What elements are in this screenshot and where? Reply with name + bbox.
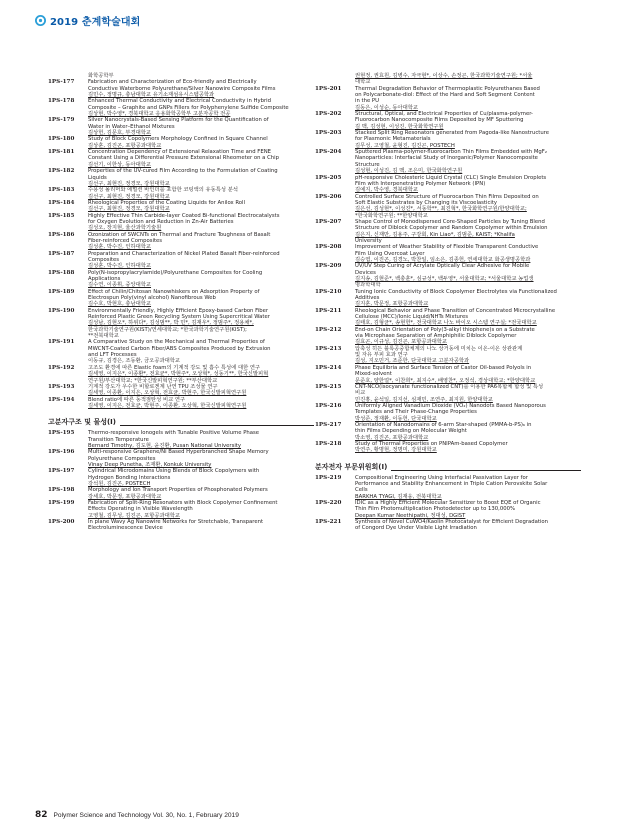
poster-authors: 김성현, 이성진, 김 맥, 조은미, 한국화학연구원: [355, 168, 463, 175]
poster-text-line: University: [355, 237, 382, 244]
poster-text-line: Effects Operating in Visible Wavelength: [88, 506, 193, 513]
section-rule: [391, 470, 581, 471]
poster-authors: 박성준, 정재환, 이동헌, 단국대학교: [355, 415, 437, 422]
poster-text-line: 고조도 환경에 따른 Elastic foam의 기계적 강도 및 흡수 특성에 대한 연구: [88, 364, 261, 371]
poster-text-line: MWCNT-Coated Carbon Fiber/ABS Composites Produced by Extrusion: [88, 345, 271, 352]
poster-text-line: Preparation and Characterization of Nickel Plated Basalt Fiber-reinforced: [88, 250, 280, 257]
poster-text-line: Tuning Ionic Conductivity of Block Copolymer Electrolytes via Functionalized: [355, 288, 557, 295]
poster-details: [355, 111, 581, 130]
poster-authors: 김승엽, 이진곤, 김경노, 박찬일, 임소은, 김종헌, 연세대학교 화공생명공학과: [355, 256, 531, 263]
poster-entry: [315, 403, 581, 422]
poster-text-line: 한국과학기술연구원(KIST)/연세대학교; *한국과학기술연구원(KIST);: [88, 326, 247, 333]
poster-entry: [48, 468, 314, 487]
poster-authors: 김성훈, 박수진, 인하대학교: [88, 263, 152, 270]
poster-text-line: Structure of Diblock Copolymer and Random Copolymer within Emulsion: [355, 225, 548, 232]
poster-entry: [315, 244, 581, 263]
poster-text-line: pH-responsive Cholesteric Liquid Crystal (CLC) Single Emulsion Droplets: [355, 174, 547, 181]
poster-details: [88, 487, 314, 500]
poster-code: 1PS-218: [315, 440, 342, 447]
poster-text-line: Transition Temperature: [88, 436, 149, 443]
poster-code: 1PS-189: [48, 288, 75, 295]
poster-entry: [315, 327, 581, 346]
poster-entry: [315, 365, 581, 384]
poster-code: 1PS-179: [48, 117, 75, 124]
poster-code: 1PS-185: [48, 212, 75, 219]
poster-text-line: Thin Film Photomultiplication Photodetector up to 130,000%: [355, 506, 515, 513]
poster-entry: [315, 441, 581, 454]
poster-authors: 김수연, 이종휘, 중앙대학교: [88, 282, 152, 289]
poster-code: 1PS-206: [315, 193, 342, 200]
poster-code: 1PS-187: [48, 250, 75, 257]
poster-text-line: Composites: [88, 256, 120, 263]
poster-code: 1PS-215: [315, 383, 342, 390]
poster-entry: [315, 86, 581, 111]
poster-authors: 김지송, 김현준*, 백충훈*, 심규성*, 백두영*, 서울대학교; *서울대학교 농업생: [355, 276, 534, 282]
poster-entry: [315, 149, 581, 174]
poster-text-line: 압축성 히든 블록공중합체계의 나노 상거동에 미치는 이온-이온 상관관계: [355, 345, 523, 352]
page-footer: [35, 810, 239, 820]
poster-text-line: Phase Equilibria and Surface Tension of Castor Oil-based Polyols in: [355, 364, 532, 371]
poster-entry: [315, 194, 581, 219]
poster-details: [355, 441, 581, 454]
poster-details: [88, 308, 314, 340]
poster-authors: 박연주, 황명현, 정명미, 강원대학교: [355, 447, 437, 454]
poster-details: [88, 384, 314, 397]
poster-text-line: Rheological Behavior and Phase Transition of Concentrated Microcrystalline: [355, 307, 556, 314]
poster-authors: 김수호, 박현호, 충남대학교: [88, 301, 152, 308]
poster-details: [88, 468, 314, 487]
poster-text-line: Shape Control of Monodispersed Core-Shaped Particles by Tuning Blend: [355, 218, 545, 225]
poster-text-line: Electrospun Poly(vinyl alcohol) Nanofibrous Web: [88, 295, 216, 302]
poster-entry: [315, 422, 581, 441]
poster-code: 1PS-181: [48, 149, 75, 156]
poster-code: 1PS-183: [48, 187, 75, 194]
poster-authors: 김성남, 김현오*, 하위다*, 김성범**, 박 민*, 김재우*, 정범주*, 정용채*,: [88, 320, 254, 327]
poster-text-line: Properties of the UV-cured Film According to the Formulation of Coating: [88, 168, 278, 175]
poster-authors: 김은지, 신재만, 김용주, 구강회, Kin Liao*, 김범준, KAIST; *Khalifa: [355, 231, 515, 238]
poster-text-line: Cellulose (MCC)/Ionic Liquid/NHTs Mixtures: [355, 314, 468, 321]
poster-authors: 김동은, 이성순, 동아대학교: [355, 104, 419, 111]
poster-text-line: thin Films Depending on Molecular Weight: [355, 428, 467, 435]
poster-text-line: Templates and Their Phase-Change Properties: [355, 409, 477, 416]
poster-text-line: UV/UV Step Curing of Acrylate Optically Clear Adhesive for Mobile: [355, 263, 530, 270]
journal-citation: Polymer Science and Technology Vol. 30, No. 1, February 2019: [53, 812, 239, 819]
poster-text-line: in the PU: [355, 98, 379, 105]
poster-details: [355, 422, 581, 441]
poster-text-line: *한국화학연구원; **한양대학교: [355, 212, 428, 219]
poster-text-line: for Oxygen Evolution and Reduction in Zn-Air Batteries: [88, 218, 234, 225]
poster-entry: [48, 136, 314, 149]
poster-authors: 김세영, 이지은, 전효균, 박현주, 이종환, 오상혁, 한국신발피혁연구원: [88, 402, 247, 409]
poster-code: 1PS-196: [48, 449, 75, 456]
poster-entry: [48, 449, 314, 468]
poster-authors: 김무성, 고영철, 윤형진, 김진곤, POSTECH: [355, 142, 455, 149]
poster-text-line: Poly(N-isopropylacrylamide)/Polyurethane Composites for Cooling: [88, 269, 263, 276]
poster-text-line: Fabrication of Split-Ring Resonators with Block Copolymer Confinement: [88, 500, 278, 506]
poster-text-line: In plane Wavy Ag Nanowire Networks for Stretchable, Transparent: [88, 519, 264, 526]
poster-details: [355, 149, 581, 174]
poster-entry: [315, 219, 581, 244]
poster-authors: 고영철, 김무성, 김진곤, 포항공과대학교: [88, 512, 180, 519]
poster-entry: [315, 346, 581, 365]
poster-text-line: Sputtered Plasma-polymer-fluorocarbon Thin Films Embedded with MgF₂: [355, 149, 547, 156]
poster-text-line: End-on Chain Orientation of Poly(3-alkyl thiophene)s on a Substrate: [355, 326, 535, 333]
poster-details: [355, 289, 581, 308]
poster-entry: [315, 519, 581, 532]
poster-details: [88, 519, 314, 532]
poster-code: 1PS-182: [48, 168, 75, 175]
poster-details: [88, 430, 314, 449]
poster-authors: 김성, 지오민거, 조준한, 단국대학교 고분자공학과: [355, 358, 470, 365]
poster-authors: 김태호, 김형균*, 송현헌*, 전국대학교 나노 바이오 시스템 연구실; *전국대학교: [355, 320, 537, 327]
poster-entry: [48, 487, 314, 500]
poster-details: [355, 365, 581, 384]
poster-text-line: Conductive Waterborne Polyurethane/Silver Nanowire Composite Films: [88, 85, 276, 92]
poster-entry: [48, 117, 314, 136]
poster-text-line: Film with Interpenetrating Polymer Network (IPN): [355, 180, 486, 187]
poster-text-line: Thermal Degradation Behavior of Thermoplastic Polyurethanes Based: [355, 85, 540, 92]
poster-code: 1PS-201: [315, 85, 342, 92]
right-column: [315, 73, 581, 532]
poster-text-line: Constant Using a Differential Pressure Extensional Rheometer on a Chip: [88, 155, 279, 162]
poster-code: 1PS-219: [315, 474, 342, 481]
poster-entry: [48, 149, 314, 168]
section-title: 분자전자 부문위원회(I): [315, 462, 388, 471]
poster-entry: [315, 263, 581, 288]
poster-code: 1PS-191: [48, 339, 75, 346]
poster-entry: [315, 130, 581, 149]
poster-entry: [48, 187, 314, 200]
poster-authors: 김상현, 박수영*, 경북대학교 응용화학공학부 고분자공학 전공: [88, 111, 231, 118]
poster-code: 1PS-209: [315, 263, 342, 270]
poster-details: [355, 175, 581, 194]
poster-entry: [48, 200, 314, 213]
poster-text-line: Water in Water–Ethanol Mixtures: [88, 123, 175, 130]
page-number: 82: [35, 810, 48, 820]
poster-text-line: Hydrogen Bonding Interactions: [88, 474, 171, 481]
poster-text-line: 기계적 강도가 우수한 비할로겐계 난연 TPU 조성물 연구: [88, 383, 218, 390]
poster-text-line: Multi-responsive Graphene/Ni Based Hyperbranched Shape Memory: [88, 449, 269, 456]
poster-code: [315, 73, 355, 86]
poster-code: 1PS-200: [48, 519, 75, 526]
poster-authors: 김선구, 최현진, 정경모, 강원대학교: [88, 180, 170, 187]
poster-text-line: Concentration Dependency of Extensional Relaxation Time and FENE: [88, 149, 272, 156]
poster-details: [88, 136, 314, 149]
poster-authors: 김세영, 이지은*, 이종환*, 전효균*, 박현주*, 오상혁*, 성동기**, 한국신발피혁: [88, 371, 269, 378]
poster-code: 1PS-216: [315, 402, 342, 409]
poster-code: 1PS-193: [48, 383, 75, 390]
poster-text-line: Nanoparticles: Interfacial Study of Inorganic/Polymer Nanocomposite: [355, 155, 538, 162]
poster-details: [88, 232, 314, 251]
poster-details: [88, 168, 314, 187]
poster-text-line: via Microphase Separation of Amphiphilic Diblock Copolymer: [355, 333, 517, 340]
poster-entry: [315, 500, 581, 519]
poster-text-line: Mixed-solvent: [355, 371, 392, 378]
poster-text-line: Soft Elastic Substrates by Changing its Viscoelasticity: [355, 199, 498, 206]
poster-code: 1PS-217: [315, 421, 342, 428]
poster-entry: [48, 365, 314, 384]
poster-code: 1PS-190: [48, 307, 75, 314]
poster-text-line: Morphology and Ion Transport Properties of Phosphonated Polymers: [88, 487, 268, 494]
poster-details: [355, 346, 581, 365]
poster-entry: [48, 500, 314, 519]
poster-code: 1PS-220: [315, 500, 342, 506]
poster-details: [88, 213, 314, 232]
poster-entry: [48, 384, 314, 397]
poster-entry: [315, 475, 581, 500]
poster-text-line: Uniformly Aligned Vanadium Dioxide (VO₂) Nanodots Based Nanoporous: [355, 402, 546, 409]
poster-entry: [315, 308, 581, 327]
poster-entry: [48, 430, 314, 449]
poster-code: 1PS-186: [48, 231, 75, 238]
poster-code: 1PS-211: [315, 307, 342, 314]
poster-code: 1PS-204: [315, 149, 342, 156]
poster-authors: BARKHA TYAGI, 김재웅, 전북대학교: [355, 493, 442, 500]
poster-authors: 민진홍, 윤석일, 김지선, 심재민, 조연주, 최지원, 한양대학교: [355, 396, 493, 403]
poster-text-line: Structure: [355, 161, 380, 168]
poster-text-line: Enhanced Thermal Conductivity and Electrical Conductivity in Hybrid: [88, 98, 272, 105]
poster-details: [355, 403, 581, 422]
poster-code: 1PS-203: [315, 130, 342, 137]
poster-authors: Vinay Deep Punetha, 조재환, Konkuk University: [88, 461, 212, 468]
poster-text-line: Fluorocarbon Nanocomposite Films Deposited by MF Sputtering: [355, 117, 524, 124]
poster-text-line: 명과학대학: [355, 282, 381, 289]
poster-text-line: Silver Nanocrystals-Based Sensing Platform for the Quantification of: [88, 117, 269, 124]
poster-authors: 강석원, 김진곤, POSTECH: [88, 480, 151, 487]
poster-authors: 김효곤, 이규성, 김진곤, 포항공과대학교: [355, 339, 447, 346]
poster-code: 1PS-195: [48, 430, 75, 437]
poster-text-line: 및 자유 부피 효과 연구: [355, 352, 408, 359]
header-title: 2019 춘계학술대회: [50, 16, 141, 28]
poster-authors: 김 맥, 김성현, 이성진, 한국화학연구원: [355, 123, 444, 130]
poster-code: 1PS-208: [315, 244, 342, 251]
poster-text-line: Effect of Chilin/Chitosan Nanowhiskers on Adsorption Property of: [88, 288, 260, 295]
poster-code: 1PS-202: [315, 111, 342, 118]
poster-authors: 김상훈, 김진곤, 포항공과대학교: [88, 142, 162, 149]
poster-text-line: Film Using Overcoat Layer: [355, 250, 425, 257]
poster-text-line: 비교: [355, 390, 366, 397]
poster-entry: [48, 98, 314, 117]
poster-entry: [48, 270, 314, 289]
poster-entry: [315, 73, 581, 86]
poster-text-line: 연구원/부산대학교; *한국신발피혁연구원; **부산대학교: [88, 377, 218, 384]
poster-authors: 김은선, 김성현*, 이성진*, 서동학**, 최진혁*, 한국화학연구원/한양대학교;: [355, 206, 527, 213]
poster-entry: [315, 111, 581, 130]
poster-text-line: Devices: [355, 269, 376, 276]
poster-text-line: 화학공학부: [88, 73, 114, 79]
poster-text-line: Rheological Properties of the Coating Liquids for Anilox Roll: [88, 199, 245, 206]
poster-text-line: Cells: [355, 487, 368, 494]
poster-code: 1PS-197: [48, 468, 75, 475]
poster-text-line: Fiber-reinforced Composites: [88, 237, 163, 244]
section-heading: [315, 462, 581, 472]
poster-code: 1PS-177: [48, 79, 75, 86]
poster-details: [355, 130, 581, 149]
poster-details: [355, 384, 581, 403]
poster-details: [355, 519, 581, 532]
poster-details: [355, 308, 581, 327]
poster-text-line: Ozonization of SWCNTs on Thermal and Fracture Toughness of Basalt: [88, 231, 271, 238]
poster-code: 1PS-205: [315, 174, 342, 181]
left-column: [48, 73, 314, 532]
poster-authors: 김선구, 최현진, 정경모, 강원대학교: [88, 206, 170, 213]
poster-entry: [315, 289, 581, 308]
poster-entry: [48, 232, 314, 251]
poster-details: [88, 397, 314, 410]
poster-text-line: Blend ratio에 따른 동적점탄성 비교 연구: [88, 396, 186, 403]
poster-details: [88, 200, 314, 213]
poster-text-line: Controlled Surface Structure of Fluorocarbon Thin Films Deposited on: [355, 193, 539, 200]
poster-text-line: Highly Effective Thin Carbide-layer Coated Bi-functional Electrocatalysts: [88, 212, 280, 219]
poster-text-line: 대학교: [355, 79, 371, 86]
poster-code: 1PS-199: [48, 500, 75, 506]
poster-text-line: Structural, Optical, and Electrical Properties of Cu/plasma-polymer-: [355, 111, 533, 118]
poster-details: [355, 244, 581, 263]
poster-entry: [48, 251, 314, 270]
section-title: 고분자구조 및 물성(I): [48, 418, 116, 427]
poster-details: [88, 449, 314, 468]
poster-code: 1PS-221: [315, 519, 342, 526]
poster-details: [88, 117, 314, 136]
poster-text-line: and LFT Processes: [88, 352, 137, 359]
poster-details: [355, 263, 581, 288]
poster-details: [355, 73, 581, 86]
poster-authors: 김세영, 이종환, 이지은, 오상혁, 전효균, 박현주, 한국신발피혁연구원: [88, 390, 247, 397]
poster-text-line: Performance and Stability Enhancement in Triple Cation Perovskite Solar: [355, 480, 548, 487]
poster-code: 1PS-210: [315, 288, 342, 295]
poster-code: 1PS-194: [48, 396, 75, 403]
poster-authors: Deepan Kumar Neethipathi, 정대성, DGIST: [355, 512, 466, 519]
poster-text-line: Reinforced Plastic Green Recycling System Using Supercritical Water: [88, 314, 270, 321]
poster-details: [88, 79, 314, 98]
poster-entry: [315, 175, 581, 194]
poster-text-line: Thermo-responsive Ionogels with Tunable Positive Volume Phase: [88, 430, 260, 437]
poster-text-line: Polyurethane Composites: [88, 455, 156, 462]
poster-entry: [48, 79, 314, 98]
poster-text-line: Fabrication and Characterization of Eco-friendly and Electrically: [88, 79, 257, 86]
poster-authors: 김선기, 이한상, 동아대학교: [88, 161, 152, 168]
poster-authors: Bernard Timothy, 김도현, 윤진환, Pusan National University: [88, 442, 242, 449]
poster-code: 1PS-184: [48, 199, 75, 206]
poster-entry: [315, 384, 581, 403]
poster-authors: 문준호, 양한얼*, 이찬희*, 최지수*, 배영찬*, 오정석, 경상대학교; *한양대학교: [355, 377, 536, 384]
poster-details: [355, 86, 581, 111]
poster-text-line: Liquids: [88, 174, 107, 181]
poster-details: [88, 187, 314, 200]
poster-authors: 권현정, 권효원, 김병수, 자극현*, 이상수, 손정곤, 한국과학기술연구원; *서울: [355, 73, 533, 79]
poster-text-line: Electroluminescence Device: [88, 525, 163, 532]
poster-text-line: of Congord Dye Under Visible Light Irradiation: [355, 525, 477, 532]
poster-code: 1PS-178: [48, 98, 75, 105]
poster-code: 1PS-188: [48, 269, 75, 276]
poster-text-line: for Plasmonic Metamaterials: [355, 136, 431, 143]
poster-text-line: Synthesis of Novel CuWO4/Kaolin Photocatalyst for Efficient Degradation: [355, 519, 549, 526]
poster-code: 1PS-180: [48, 136, 75, 143]
poster-authors: 김성오, 장지현, 울산과학기술원: [88, 225, 162, 232]
page-header: [35, 12, 140, 28]
poster-code: 1PS-198: [48, 487, 75, 494]
poster-text-line: Study of Thermal Properties on PNIPAm-based Copolymer: [355, 440, 508, 447]
poster-text-line: Composite – Graphite and GNPs Fillers for Polyphenylene Sulfide Composite: [88, 104, 289, 111]
poster-text-line: on Polycarbonate-diol: Effect of the Hard and Soft Segment Content: [355, 92, 535, 99]
poster-code: 1PS-207: [315, 218, 342, 225]
poster-details: [355, 194, 581, 219]
poster-authors: 김상헌, 김문호, 부경대학교: [88, 130, 152, 137]
poster-text-line: 이동규, 김경은, 조동환, 금오공과대학교: [88, 358, 180, 365]
poster-entry: [48, 168, 314, 187]
poster-details: [355, 475, 581, 500]
poster-authors: 김민수, 정명규, 충남대학교 유기소재섬유시스템공학과: [88, 92, 215, 99]
poster-text-line: CNT-NCO(isocyanate functionalized CNT)를 이용한 PA6복합체 합성 및 특성: [355, 383, 544, 390]
poster-details: [88, 500, 314, 519]
poster-text-line: Environmentally Friendly, Highly Efficient Epoxy-based Carbon Fiber: [88, 307, 269, 314]
conference-logo-icon: [35, 15, 46, 26]
poster-code: 1PS-212: [315, 326, 342, 333]
poster-text-line: Additives: [355, 295, 380, 302]
poster-authors: 김지훈, 박문정, 포항공과대학교: [355, 301, 429, 308]
poster-details: [88, 289, 314, 308]
poster-authors: 박소영, 김진곤, 포항공과대학교: [355, 434, 429, 441]
poster-code: 1PS-213: [315, 345, 342, 352]
poster-details: [88, 270, 314, 289]
poster-details: [88, 339, 314, 364]
poster-entry: [48, 289, 314, 308]
poster-text-line: A Comparative Study on the Mechanical and Thermal Properties of: [88, 339, 265, 346]
poster-entry: [48, 519, 314, 532]
poster-entry: [48, 397, 314, 410]
poster-text-line: IDIC as a Highly Efficient Molecular Sensitizer to Boost EQE of Organic: [355, 500, 541, 506]
poster-authors: 강세호, 박문정, 포항공과대학교: [88, 493, 162, 500]
poster-text-line: Improvement of Weather Stability of Flexible Transparent Conductive: [355, 244, 539, 251]
poster-details: [88, 365, 314, 384]
poster-entry: [48, 308, 314, 340]
poster-code: 1PS-192: [48, 364, 75, 371]
poster-code: 1PS-214: [315, 364, 342, 371]
section-heading: [48, 417, 314, 427]
poster-text-line: Applications: [88, 276, 121, 282]
poster-entry: [48, 339, 314, 364]
poster-text-line: Cylindrical Microdomains Using Blends of Block Copolymers with: [88, 468, 260, 475]
poster-text-line: Study of Block Copolymers Morphology Confined in Square Channel: [88, 136, 268, 143]
poster-entry: [48, 213, 314, 232]
poster-authors: 김예지, 박수영, 경북대학교: [355, 187, 419, 194]
section-rule: [120, 425, 314, 426]
poster-details: [88, 98, 314, 117]
poster-text-line: Compositional Engineering Using Interfacial Passivation Layer for: [355, 474, 528, 481]
poster-text-line: 수용성 폴리머와 에멀션 바인더를 포함한 코팅액의 유동특성 분석: [88, 187, 238, 194]
poster-text-line: **전북대학교: [88, 333, 119, 340]
poster-authors: 김선구, 최현진, 정경모, 강원대학교: [88, 193, 170, 200]
poster-authors: 김성훈, 박수진, 인하대학교: [88, 244, 152, 251]
poster-text-line: Stacked Split Ring Resonators generated from Pagoda-like Nanostructure: [355, 130, 549, 137]
poster-details: [355, 219, 581, 244]
poster-details: [355, 327, 581, 346]
poster-text-line: Orientation of Nanodomains of 6-arm Star-shaped (PMMA-b-PS)₆ in: [355, 421, 532, 428]
poster-details: [355, 500, 581, 519]
poster-details: [88, 251, 314, 270]
poster-details: [88, 149, 314, 168]
